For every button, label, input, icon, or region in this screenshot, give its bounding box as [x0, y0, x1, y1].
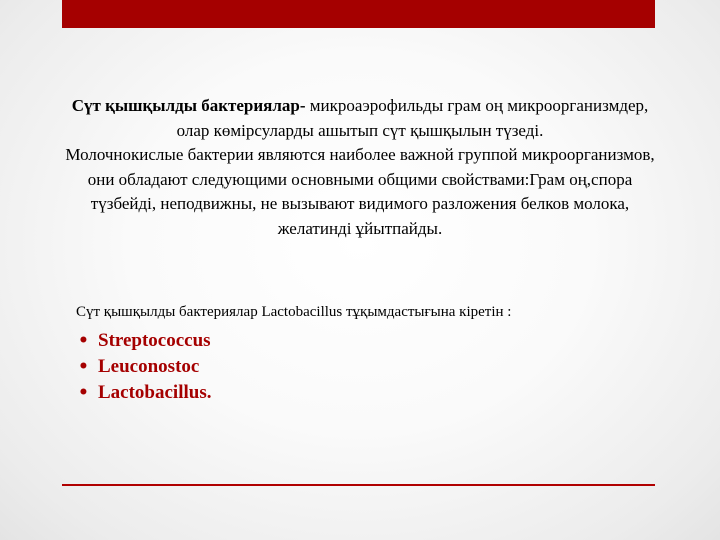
- genus-label: Leuconostoc: [98, 356, 200, 377]
- genera-list-intro: Сүт қышқылды бактериялар Lactobacillus тұқымдастығына кіретін :: [76, 304, 512, 320]
- bullet-icon: •: [78, 331, 89, 351]
- genus-label: Lactobacillus.: [98, 382, 212, 403]
- genera-section: [76, 303, 656, 406]
- list-item: [76, 328, 656, 354]
- term-heading: Сүт қышқылды бактериялар-: [71, 96, 306, 115]
- list-item: [76, 380, 656, 406]
- genera-list: [76, 328, 656, 406]
- genus-label: Streptococcus: [98, 330, 211, 351]
- intro-paragraph-russian: Молочнокислые бактерии являются наиболее важной группой микроорганизмов, они обладают следующими основными общими свойствами:Грам оң,спора түзбейді, неподвижны, не вызывают видимого разложения белков молока, желатинді ұйытпайды.: [65, 145, 655, 238]
- term-definition: микроаэрофильды грам оң микроорганизмдер, олар көмірсуларды ашытып сүт қышқылын түзеді.: [176, 96, 649, 140]
- bullet-icon: •: [78, 383, 89, 403]
- top-accent-bar: [62, 0, 655, 28]
- bottom-divider-line: [62, 484, 655, 486]
- list-item: [76, 354, 656, 380]
- bullet-icon: •: [78, 357, 89, 377]
- intro-paragraph-kazakh: [62, 94, 658, 143]
- intro-text-block: [62, 94, 658, 241]
